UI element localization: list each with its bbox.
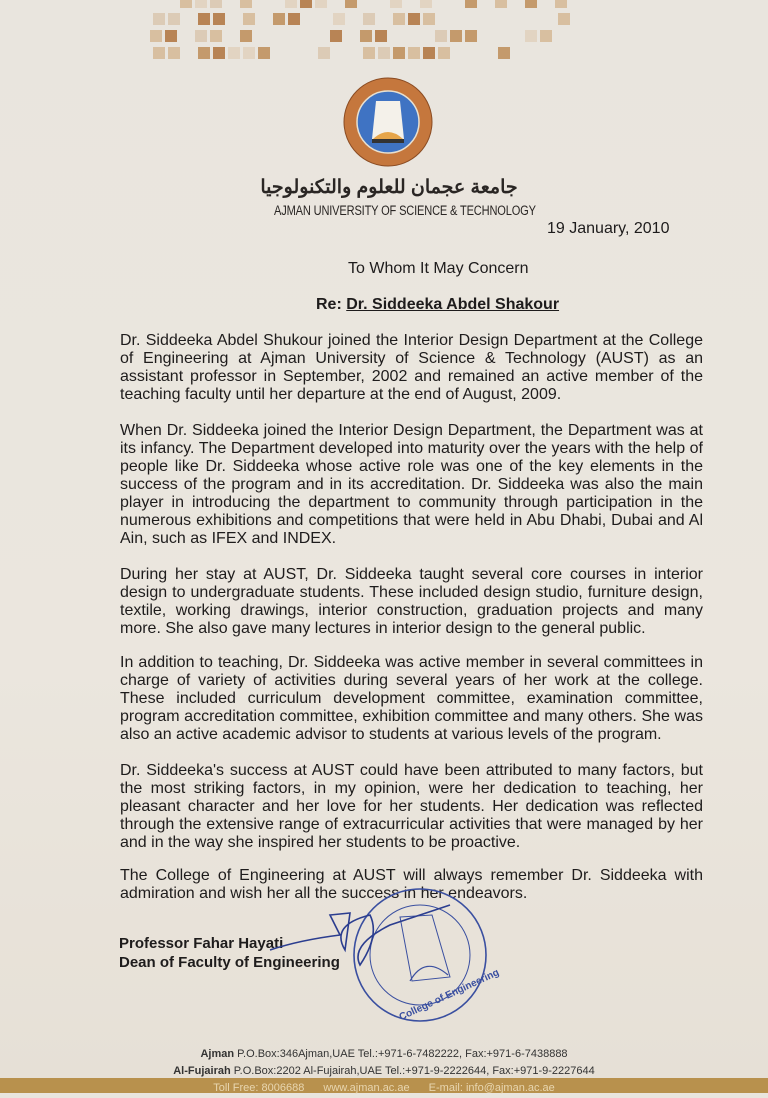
footer-ajman-address: Ajman P.O.Box:346Ajman,UAE Tel.:+971-6-7482222, Fax:+971-6-7438888 xyxy=(200,1048,568,1060)
mosaic-square xyxy=(180,0,192,8)
paragraph-2: When Dr. Siddeeka joined the Interior Design Department, the Department was at its infancy. The Department developed into maturity over the years with the help of people like Dr. Siddeeka whose active role was one of the key elements in the success of the program and in its accreditation. Dr. Siddeeka was also the main player in introducing the department to community through participation in the numerous exhibitions and competitions that were held in Abu Dhabi, Dubai and Al Ain, such as IFEX and INDEX. xyxy=(120,422,703,547)
footer-fujairah-address: Al-Fujairah P.O.Box:2202 Al-Fujairah,UAE Tel.:+971-9-2222644, Fax:+971-9-2227644 xyxy=(173,1065,595,1077)
mosaic-square xyxy=(273,13,285,25)
mosaic-square xyxy=(495,0,507,8)
mosaic-square xyxy=(330,30,342,42)
mosaic-square xyxy=(408,13,420,25)
mosaic-square xyxy=(390,0,402,8)
signatory-name: Professor Fahar Hayati xyxy=(119,935,284,952)
mosaic-square xyxy=(153,47,165,59)
mosaic-square xyxy=(465,30,477,42)
mosaic-square xyxy=(423,13,435,25)
subject-line xyxy=(316,296,559,314)
paragraph-4: In addition to teaching, Dr. Siddeeka was active member in several committees in charge of variety of activities during several years of her work at the college. These included curriculum development committee, examination committee, program accreditation committee, exhibition committee and many others. She was also an active academic advisor to students at various levels of the program. xyxy=(120,654,703,743)
footer-contact-band xyxy=(0,1078,768,1093)
mosaic-square xyxy=(198,47,210,59)
mosaic-square xyxy=(393,47,405,59)
tollfree: Toll Free: 8006688 xyxy=(213,1082,305,1094)
mosaic-square xyxy=(258,47,270,59)
mosaic-square xyxy=(525,0,537,8)
mosaic-square xyxy=(198,13,210,25)
header-mosaic-decoration xyxy=(150,0,570,60)
mosaic-square xyxy=(168,47,180,59)
mosaic-square xyxy=(558,13,570,25)
mosaic-square xyxy=(195,0,207,8)
mosaic-square xyxy=(435,30,447,42)
mosaic-square xyxy=(465,0,477,8)
mosaic-square xyxy=(240,0,252,8)
mosaic-square xyxy=(393,13,405,25)
mosaic-square xyxy=(213,13,225,25)
paragraph-3: During her stay at AUST, Dr. Siddeeka taught several core courses in interior design to undergraduate students. These included design studio, furniture design, textile, working drawings, interior construction, graduation projects and many more. She also gave many lectures in interior design to the general public. xyxy=(120,566,703,637)
mosaic-square xyxy=(243,13,255,25)
subject-prefix: Re: xyxy=(316,296,342,313)
mosaic-square xyxy=(150,30,162,42)
mosaic-square xyxy=(498,47,510,59)
mosaic-square xyxy=(153,13,165,25)
paragraph-6: The College of Engineering at AUST will always remember Dr. Siddeeka with admiration and wish her all the success in her endeavors. xyxy=(120,867,703,902)
subject-name: Dr. Siddeeka Abdel Shakour xyxy=(346,296,560,313)
handwritten-signature xyxy=(260,895,460,975)
mosaic-square xyxy=(285,0,297,8)
mosaic-square xyxy=(345,0,357,8)
mosaic-square xyxy=(360,30,372,42)
mosaic-square xyxy=(408,47,420,59)
mosaic-square xyxy=(423,47,435,59)
mosaic-square xyxy=(420,0,432,8)
letter-date: 19 January, 2010 xyxy=(547,220,670,237)
mosaic-square xyxy=(213,47,225,59)
mosaic-square xyxy=(228,47,240,59)
mosaic-square xyxy=(210,0,222,8)
mosaic-square xyxy=(555,0,567,8)
paragraph-1: Dr. Siddeeka Abdel Shukour joined the Interior Design Department at the College of Engineering at Ajman University of Science & Technology (AUST) as an assistant professor in September, 2002 and remained an active member of the teaching faculty until her departure at the end of August, 2009. xyxy=(120,332,703,403)
paragraph-5: Dr. Siddeeka's success at AUST could have been attributed to many factors, but the most striking factors, in my opinion, were her dedication to teaching, her pleasant character and her love for her students. Her dedication was reflected through the extensive range of extracurricular activities that were managed by her and in the way she inspired her students to be proactive. xyxy=(120,762,703,851)
signatory-title: Dean of Faculty of Engineering xyxy=(119,954,340,971)
website-link[interactable]: www.ajman.ac.ae xyxy=(323,1082,410,1094)
mosaic-square xyxy=(318,47,330,59)
mosaic-square xyxy=(378,47,390,59)
email-link[interactable]: E-mail: info@ajman.ac.ae xyxy=(428,1082,555,1094)
mosaic-square xyxy=(195,30,207,42)
university-logo xyxy=(343,77,433,167)
mosaic-square xyxy=(375,30,387,42)
mosaic-square xyxy=(525,30,537,42)
salutation: To Whom It May Concern xyxy=(348,260,529,277)
mosaic-square xyxy=(315,0,327,8)
mosaic-square xyxy=(438,47,450,59)
mosaic-square xyxy=(363,47,375,59)
mosaic-square xyxy=(288,13,300,25)
svg-text:College of Engineering: College of Engineering xyxy=(397,967,501,1024)
mosaic-square xyxy=(450,30,462,42)
mosaic-square xyxy=(243,47,255,59)
mosaic-square xyxy=(363,13,375,25)
mosaic-square xyxy=(165,30,177,42)
mosaic-square xyxy=(333,13,345,25)
mosaic-square xyxy=(540,30,552,42)
university-english-name: AJMAN UNIVERSITY OF SCIENCE & TECHNOLOGY xyxy=(274,203,536,218)
mosaic-square xyxy=(240,30,252,42)
university-arabic-name: جامعة عجمان للعلوم والتكنولوجيا xyxy=(260,177,518,198)
mosaic-square xyxy=(168,13,180,25)
mosaic-square xyxy=(300,0,312,8)
mosaic-square xyxy=(210,30,222,42)
